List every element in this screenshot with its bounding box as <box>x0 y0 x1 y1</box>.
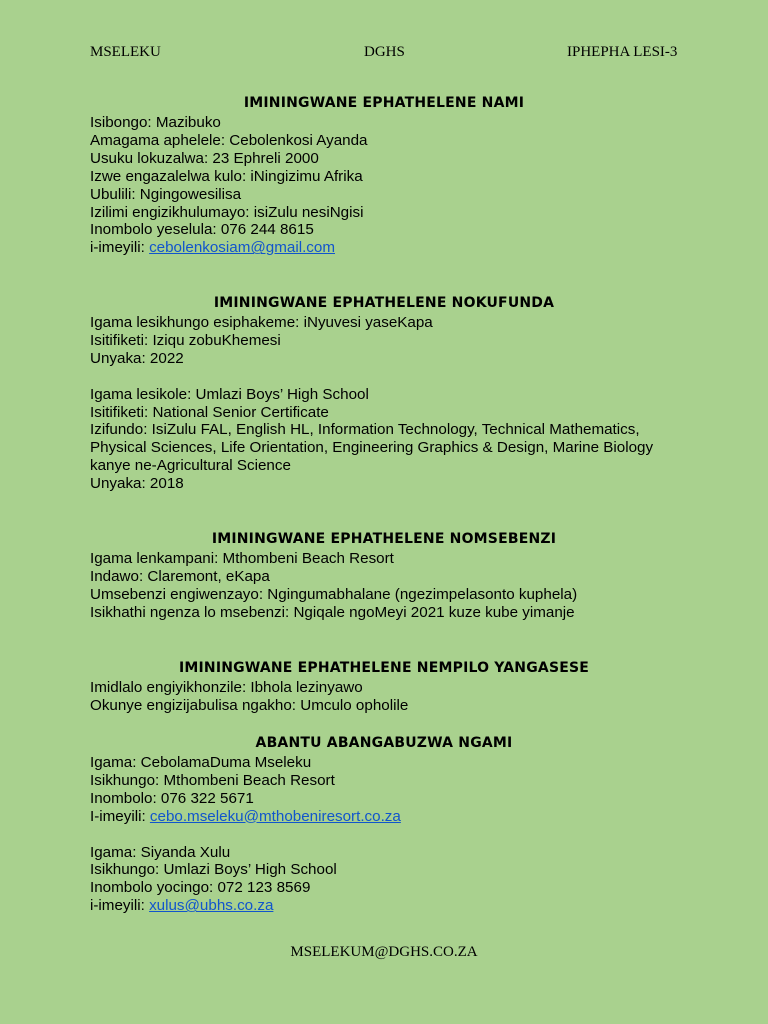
ref1-institution-line: Isikhungo: Mthombeni Beach Resort <box>90 771 335 789</box>
surname-line: Isibongo: Mazibuko <box>90 114 221 131</box>
subjects-line-3: kanye ne-Agricultural Science <box>90 457 291 475</box>
company-line: Igama lenkampani: Mthombeni Beach Resort <box>90 550 394 567</box>
work-period-line: Isikhathi ngenza lo msebenzi: Ngiqale ngoMeyi 2021 kuze kube yimanje <box>90 603 575 621</box>
education-details <box>90 314 690 493</box>
header-page-number: IPHEPHA LESI-3 <box>567 44 678 60</box>
references-details <box>90 754 690 915</box>
job-title-line: Umsebenzi engiwenzayo: Ngingumabhalane (ngezimpelasonto kuphela) <box>90 585 578 603</box>
ref2-institution-line: Isikhungo: Umlazi Boys’ High School <box>90 861 337 879</box>
ref2-phone-line: Inombolo yocingo: 072 123 8569 <box>90 879 311 897</box>
birth-date-line: Usuku lokuzalwa: 23 Ephreli 2000 <box>90 149 319 167</box>
tertiary-year-line: Unyaka: 2022 <box>90 349 184 367</box>
ref2-email-line <box>90 897 690 915</box>
header-school: DGHS <box>364 44 405 60</box>
full-names-line: Amagama aphelele: Cebolenkosi Ayanda <box>90 131 368 149</box>
ref1-email-label: I-imeyili: <box>90 807 150 825</box>
work-details <box>90 550 690 622</box>
ref2-email-label: i-imeyili: <box>90 897 150 915</box>
subjects-line-2: Physical Sciences, Life Orientation, Engineering Graphics & Design, Marine Biology <box>90 439 654 457</box>
qualification-line: Isitifiketi: Iziqu zobuKhemesi <box>90 331 281 349</box>
school-year-line: Unyaka: 2018 <box>90 475 184 493</box>
work-section-title: IMININGWANE EPHATHELENE NOMSEBENZI <box>211 531 557 547</box>
personal-life-section-title: IMININGWANE EPHATHELENE NEMPILO YANGASESE <box>178 660 590 676</box>
education-section-title: IMININGWANE EPHATHELENE NOKUFUNDA <box>213 295 555 311</box>
birth-country-line: Izwe engazalelwa kulo: iNingizimu Afrika <box>90 167 363 185</box>
spacer <box>90 368 690 386</box>
email-link[interactable]: cebolenkosiam@gmail.com <box>149 239 335 257</box>
personal-details <box>90 114 690 257</box>
references-section-title: ABANTU ABANGABUZWA NGAMI <box>255 735 513 751</box>
ref2-name-line: Igama: Siyanda Xulu <box>90 843 231 861</box>
personal-section-title: IMININGWANE EPHATHELENE NAMI <box>243 95 525 111</box>
ref1-name-line: Igama: CebolamaDuma Mseleku <box>90 754 312 771</box>
personal-life-details <box>90 679 690 715</box>
ref1-phone-line: Inombolo: 076 322 5671 <box>90 789 254 807</box>
gender-line: Ubulili: Ngingowesilisa <box>90 185 242 203</box>
page-footer-email: MSELEKUM@DGHS.CO.ZA <box>290 944 478 960</box>
institution-line: Igama lesikhungo esiphakeme: iNyuvesi yaseKapa <box>90 314 433 331</box>
spacer <box>90 826 690 844</box>
email-label: i-imeyili: <box>90 239 150 257</box>
ref1-email-link[interactable]: cebo.mseleku@mthobeniresort.co.za <box>149 807 401 825</box>
ref2-email-link[interactable]: xulus@ubhs.co.za <box>149 897 274 915</box>
school-name-line: Igama lesikole: Umlazi Boys’ High School <box>90 385 369 403</box>
phone-line: Inombolo yeselula: 076 244 8615 <box>90 221 314 239</box>
subjects-line-1: Izifundo: IsiZulu FAL, English HL, Information Technology, Technical Mathematics, <box>90 421 640 439</box>
school-certificate-line: Isitifiketi: National Senior Certificate <box>90 403 329 421</box>
header-surname: MSELEKU <box>90 44 161 60</box>
location-line: Indawo: Claremont, eKapa <box>90 567 270 585</box>
ref1-email-line <box>90 808 690 826</box>
sports-line: Imidlalo engiyikhonzile: Ibhola lezinyawo <box>90 679 363 696</box>
email-line <box>90 239 690 257</box>
hobbies-line: Okunye engizijabulisa ngakho: Umculo opholile <box>90 696 409 714</box>
languages-line: Izilimi engizikhulumayo: isiZulu nesiNgisi <box>90 203 364 221</box>
